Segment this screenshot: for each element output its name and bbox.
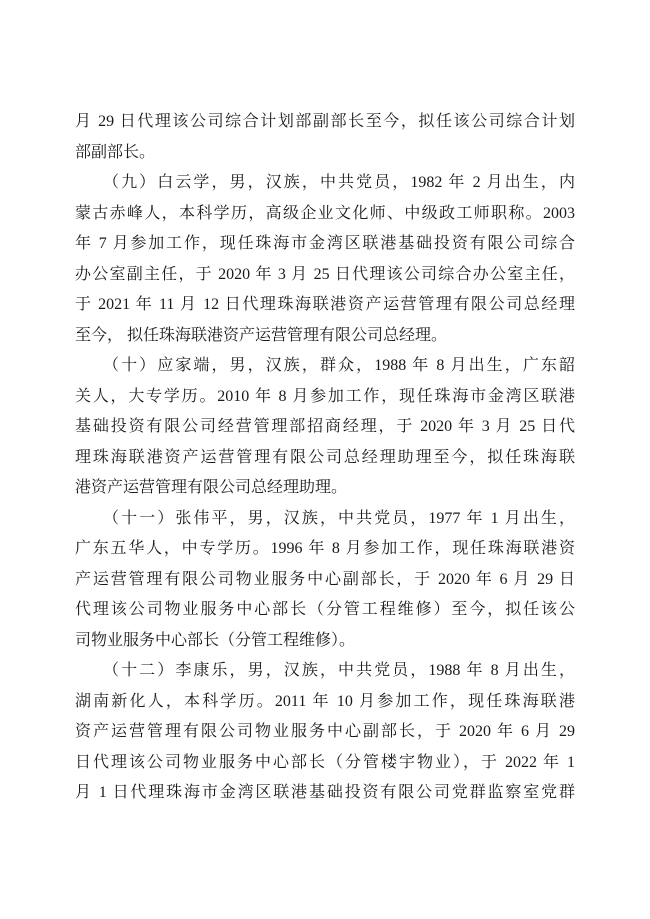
paragraph-continuation: [75, 107, 575, 168]
text-line: 蒙古赤峰人，本科学历，高级企业文化师、中级政工师职称。2003: [75, 204, 575, 222]
text-line: 部副部长。: [75, 143, 156, 161]
text-line: 年 7 月参加工作，现任珠海市金湾区联港基础投资有限公司综合: [75, 235, 575, 252]
text-line: （九）白云学，男，汉族，中共党员，1982 年 2 月出生，内: [103, 174, 575, 191]
paragraph-item-9: [75, 168, 575, 351]
text-line: 司物业服务中心部长（分管工程维修）。: [75, 631, 356, 649]
paragraph-item-10: [75, 351, 575, 504]
text-line: 于 2021 年 11 月 12 日代理珠海联港资产运营管理有限公司总经理: [75, 296, 575, 313]
text-line: 月 1 日代理珠海市金湾区联港基础投资有限公司党群监察室党群: [75, 784, 575, 801]
text-line: 基础投资有限公司经营管理部招商经理，于 2020 年 3 月 25 日代: [75, 418, 575, 435]
text-line: 产运营管理有限公司物业服务中心副部长，于 2020 年 6 月 29 日: [75, 570, 575, 588]
text-line: （十一）张伟平，男，汉族，中共党员，1977 年 1 月出生，: [103, 509, 575, 527]
text-line: 月 29 日代理该公司综合计划部副部长至今，拟任该公司综合计划: [75, 113, 575, 130]
text-line: 至今， 拟任珠海联港资产运营管理有限公司总经理。: [75, 326, 448, 344]
text-line: 办公室副主任，于 2020 年 3 月 25 日代理该公司综合办公室主任，: [75, 265, 575, 283]
text-line: 关人，大专学历。2010 年 8 月参加工作，现任珠海市金湾区联港: [75, 387, 575, 405]
text-line: 日代理该公司物业服务中心部长（分管楼宇物业），于 2022 年 1: [75, 753, 575, 771]
paragraph-item-12: [75, 656, 575, 809]
document-body: [75, 107, 575, 809]
text-line: 湖南新化人，本科学历。2011 年 10 月参加工作，现任珠海联港: [75, 692, 575, 710]
text-line: 港资产运营管理有限公司总经理助理。: [75, 479, 348, 496]
text-line: 代理该公司物业服务中心部长（分管工程维修）至今，拟任该公: [75, 601, 575, 618]
text-line: 理珠海联港资产运营管理有限公司总经理助理至今，拟任珠海联: [75, 448, 575, 466]
text-line: （十二）李康乐，男，汉族，中共党员，1988 年 8 月出生，: [103, 662, 575, 679]
text-line: 资产运营管理有限公司物业服务中心副部长，于 2020 年 6 月 29: [75, 723, 575, 740]
text-line: （十）应家端，男，汉族，群众，1988 年 8 月出生，广东韶: [103, 357, 575, 374]
paragraph-item-11: [75, 504, 575, 657]
text-line: 广东五华人，中专学历。1996 年 8 月参加工作，现任珠海联港资: [75, 540, 575, 557]
